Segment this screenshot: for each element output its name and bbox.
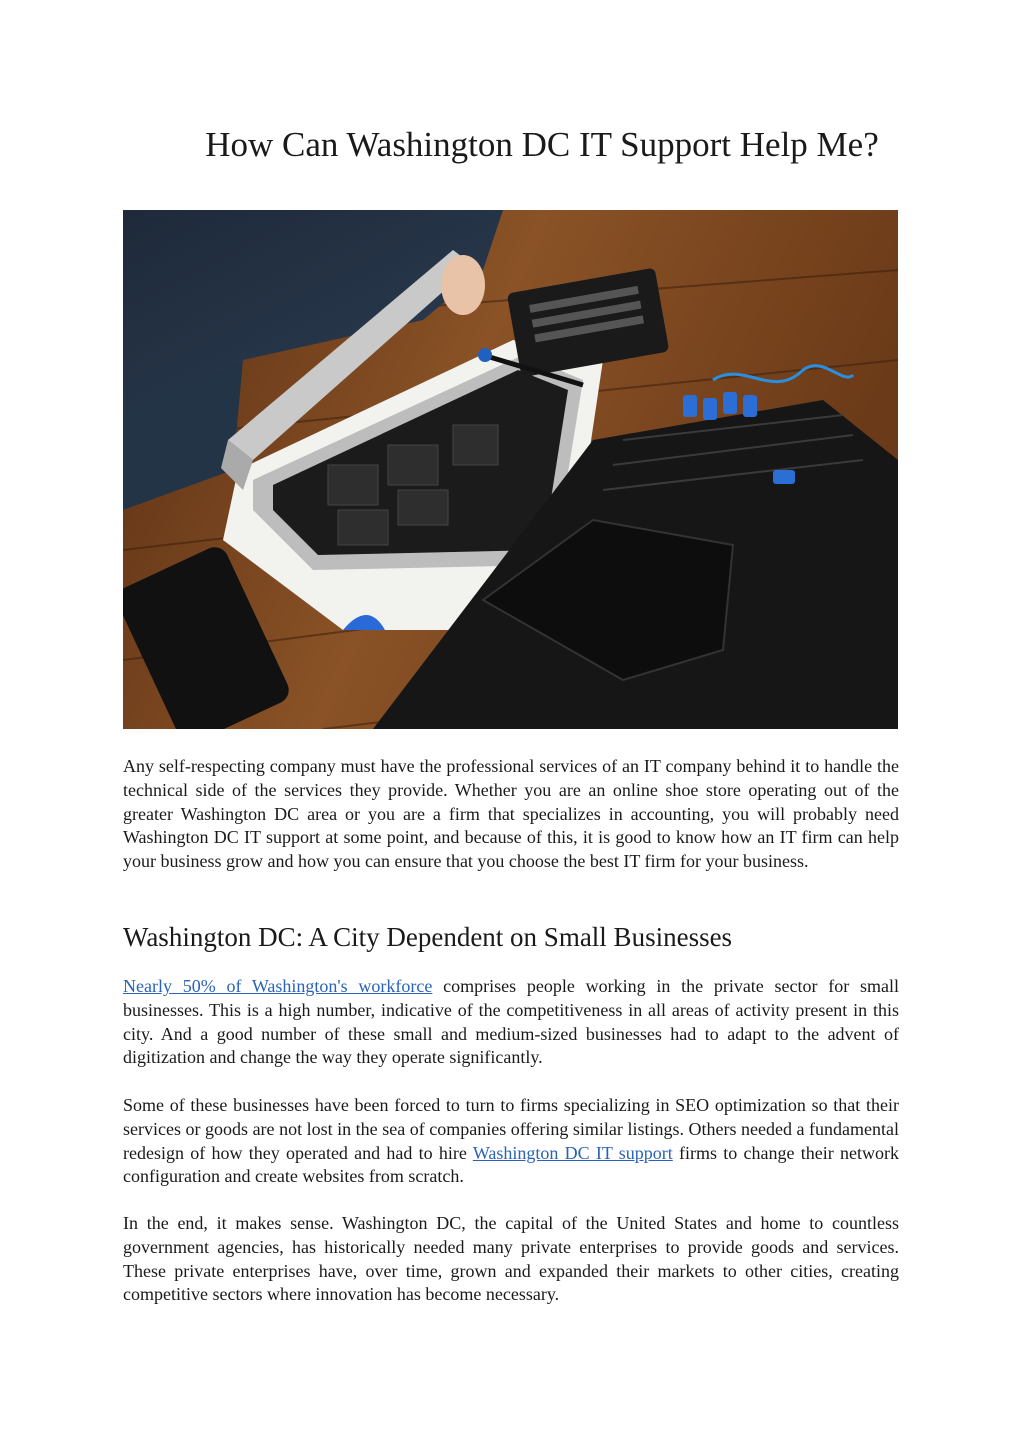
workforce-paragraph-text: comprises people working in the private sector for small businesses. This is a high number, indicative of the competitiveness in all areas of activity present in this city. And a good number of these small and medium-sized businesses had to adapt to the advent of digitization and change the way they operate significantly.: [123, 976, 900, 1068]
seo-paragraph: [123, 1094, 899, 1189]
seo-paragraph-text-after: firms to change their network configuration and create websites from scratch.: [123, 1142, 899, 1187]
workforce-paragraph: [123, 975, 899, 1070]
workforce-link[interactable]: Nearly 50% of Washington's workforce: [123, 976, 433, 996]
seo-paragraph-text-before: Some of these businesses have been forced to turn to firms specializing in SEO optimization so that their services or goods are not lost in the sea of companies offering similar listings. Others needed a fundamental redesign of how they operated and had to hire: [123, 1095, 899, 1163]
it-support-link[interactable]: Washington DC IT support: [472, 1142, 673, 1163]
capital-paragraph: In the end, it makes sense. Washington DC, the capital of the United States and home to countless government agencies, has historically needed many private enterprises to provide goods and services. These private enterprises have, over time, grown and expanded their markets to other cities, creating competitive sectors where innovation has become necessary.: [123, 1213, 899, 1305]
page-title: How Can Washington DC IT Support Help Me?: [205, 125, 879, 164]
hero-image-laptop-repair: [123, 210, 898, 729]
intro-paragraph: Any self-respecting company must have the professional services of an IT company behind it to handle the technical side of the services they provide. Whether you are an online shoe store operating out of the greater Washington DC area or you are a firm that specializes in accounting, you will probably need Washington DC IT support at some point, and because of this, it is good to know how an IT firm can help your business grow and how you can ensure that you choose the best IT firm for your business.: [123, 756, 899, 872]
section-heading: Washington DC: A City Dependent on Small Businesses: [123, 922, 733, 952]
